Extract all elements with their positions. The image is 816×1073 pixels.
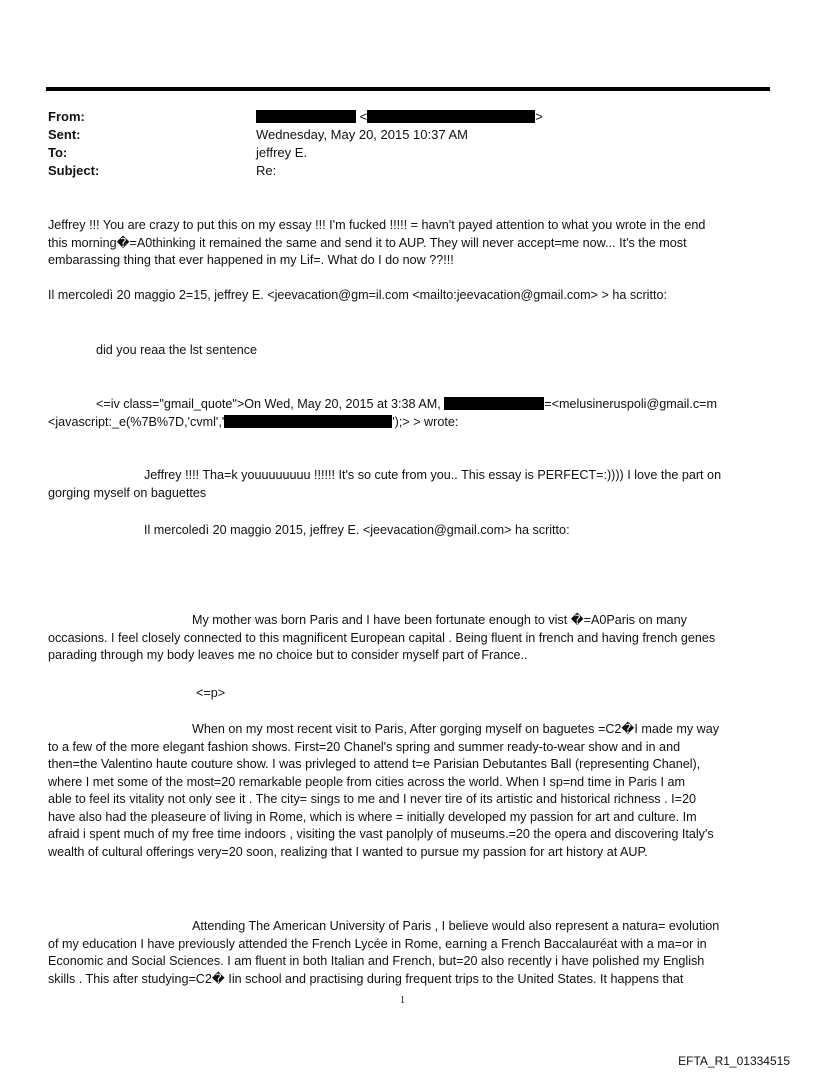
text-line: Economic and Social Sciences. I am fluent in both Italian and French, but=20 also recently i have polished my English (48, 954, 705, 968)
text-line: <=iv class="gmail_quote">On Wed, May 20, 2015 at 3:38 AM, =<melusineruspoli@gmail.c=m (96, 397, 717, 411)
essay-paragraph-3 (48, 918, 719, 988)
quote-attribution: Il mercoledì 20 maggio 2015, jeffrey E. <jeevacation@gmail.com> ha scritto: (144, 523, 570, 537)
redaction-box (224, 415, 392, 428)
document-id: EFTA_R1_01334515 (678, 1054, 790, 1068)
reply-paragraph (48, 217, 705, 270)
text-line: then=the Valentino haute couture show. I was privleged to attend t=e Parisian Debutantes Ball (representing Chanel), (48, 757, 701, 771)
sent-row (48, 126, 768, 144)
text-line: When on my most recent visit to Paris, After gorging myself on baguetes =C2�I made my way (192, 722, 720, 736)
text-line: have also had the pleaseure of living in Rome, which is where = initially developed my passion for art and culture. Im (48, 809, 697, 824)
redaction-box (444, 397, 544, 410)
subject-label: Subject: (48, 163, 100, 178)
quoted-line: did you reaa the lst sentence (96, 343, 258, 357)
to-label: To: (48, 145, 68, 160)
to-row (48, 144, 768, 162)
text-line: able to feel its vitality not only see it . The city= sings to me and I never tire of its artistic and historical richness . I=20 (48, 792, 696, 806)
text-line: wealth of cultural offerings very=20 soon, realizing that I wanted to pursue my passion for art history at AUP. (48, 844, 648, 859)
html-fragment: <=p> (196, 686, 226, 700)
text-line: occasions. I feel closely connected to this magnificent European capital . Being fluent in french and having french genes (48, 630, 716, 645)
subject-value: Re: (256, 163, 277, 178)
text-line: Jeffrey !!!! Tha=k youuuuuuuu !!!!!! It's so cute from you.. This essay is PERFECT=:)))) I love the part on (144, 468, 722, 482)
text-line: gorging myself on baguettes (48, 485, 207, 500)
from-value: < > (256, 108, 543, 126)
from-label: From: (48, 109, 85, 124)
text-line: My mother was born Paris and I have been fortunate enough to vist �=A0Paris on many (192, 613, 687, 627)
text-line: to a few of the more elegant fashion shows. First=20 Chanel's spring and summer ready-to-wear show and in and (48, 739, 681, 754)
quote-attribution: Il mercoledì 20 maggio 2=15, jeffrey E. <jeevacation@gm=il.com <mailto:jeevacation@gmail.com> > ha scritto: (48, 288, 667, 302)
to-value: jeffrey E. (256, 145, 308, 160)
sent-value: Wednesday, May 20, 2015 10:37 AM (256, 127, 468, 142)
nested-quote-attribution (48, 396, 717, 431)
essay-paragraph-2 (48, 721, 719, 861)
text-line: of my education I have previously attended the French Lycée in Rome, earning a French Baccalauréat with a ma=or in (48, 936, 707, 951)
sent-label: Sent: (48, 127, 81, 142)
text-line: where I met some of the most=20 remarkable people from cities across the world. When I sp=nd time in Paris I am (48, 774, 685, 789)
text-line: this morning�=A0thinking it remained the same and send it to AUP. They will never accept=me now... It's the most (48, 235, 687, 250)
redaction-box (256, 110, 356, 123)
essay-paragraph-1 (48, 612, 715, 665)
top-divider (46, 87, 770, 91)
text-line: parading through my body leaves me no choice but to consider myself part of France.. (48, 648, 528, 662)
page-number: 1 (400, 995, 405, 1006)
redaction-box (367, 110, 535, 123)
text-line: Jeffrey !!! You are crazy to put this on my essay !!! I'm fucked !!!!! = havn't payed attention to what you wrote in the end (48, 218, 706, 232)
from-row (48, 108, 768, 126)
text-line: skills . This after studying=C2� Iin school and practising during frequent trips to the United States. It happens that (48, 971, 684, 986)
subject-row (48, 162, 768, 180)
text-line: embarassing thing that ever happened in my Lif=. What do I do now ??!!! (48, 253, 454, 267)
text-line: afraid i spent much of my free time indoors , visiting the vast panolply of museums.=20 the opera and discovering Italy's (48, 827, 714, 841)
text-line: <javascript:_e(%7B%7D,'cvml',' ');> > wrote: (48, 414, 459, 429)
quoted-paragraph (48, 467, 721, 502)
text-line: Attending The American University of Paris , I believe would also represent a natura= evolution (192, 919, 720, 933)
